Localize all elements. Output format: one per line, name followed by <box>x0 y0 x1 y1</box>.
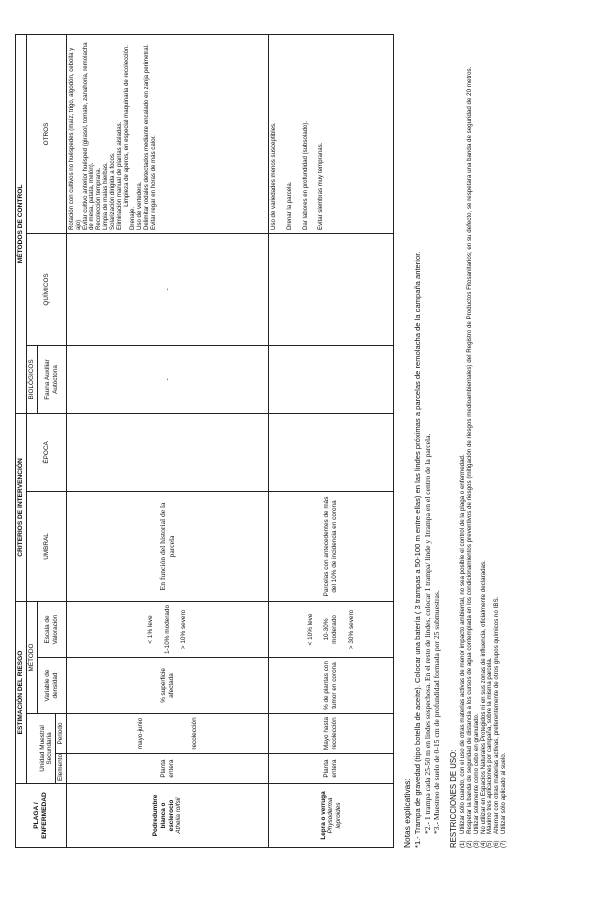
table-row <box>269 34 394 847</box>
row2-otros-3: Dar labores en profundidad (subsolado). <box>301 120 309 230</box>
row1-plaga-name: Podredumbre blanca o esclerocio <box>152 794 175 837</box>
row1-otros-7: Limpieza de aperos, en especial maquinaria de recolección. <box>122 45 130 207</box>
restriction-number: (5) <box>486 840 494 848</box>
row1-plaga <box>67 784 269 848</box>
control-table <box>15 34 394 848</box>
table-row <box>67 34 269 847</box>
row1-escala-3: > 10% severo <box>180 609 188 650</box>
row1-umbral: En función del historial de la parcela <box>67 491 269 601</box>
header-quimicos: QUÍMICOS <box>27 233 67 345</box>
restriction-text: Alternar con otras materias activas, preferentemente de otros grupos químicos no IBS. <box>493 596 501 834</box>
row1-otros-6: Eliminación manual de plantas aisladas. <box>115 121 123 230</box>
note-2: *2.- 1 trampa cada 25-50 m en lindes sospechosa. En el resto de lindes, colocar 1 trampa/ linde y 1trampa en el centro de la parcela. <box>422 433 432 834</box>
row2-otros-4: Evitar siembras muy tempranas. <box>317 142 325 230</box>
row1-escala-2: 1-10% moderado <box>163 604 171 654</box>
header-plaga: PLAGA / ENFERMEDAD <box>16 784 67 848</box>
restrictions-title: RESTRICCIONES DE USO: <box>449 749 458 848</box>
row1-otros-5: Solarización dirigida a focos. <box>108 152 116 230</box>
row2-escala-1: < 10% leve <box>306 613 314 646</box>
restriction-number: (1) <box>458 840 466 848</box>
row2-fauna <box>269 345 394 413</box>
row1-otros-11: Evitar regar en horas de más calor. <box>149 135 157 230</box>
row2-otros <box>269 34 394 233</box>
row1-periodo-2: recolección <box>190 717 198 750</box>
header-epoca: ÉPOCA <box>27 413 67 491</box>
row1-escala-1: < 1% leve <box>147 615 155 644</box>
list-item <box>501 28 508 848</box>
row2-otros-2: Drenar la parcela. <box>285 181 293 230</box>
header-elemento: Elemento <box>56 754 67 784</box>
row1-otros-9: Uso de vertedera. <box>136 181 144 230</box>
row1-otros <box>67 34 269 233</box>
row2-otros-1: Uso de variedades menos susceptibles. <box>270 122 277 230</box>
header-otros: OTROS <box>27 34 67 233</box>
notes-section <box>402 28 508 848</box>
row1-periodo-1: mayo-junio <box>136 717 144 750</box>
row1-periodo <box>67 714 269 754</box>
row2-elemento: Planta entera <box>269 754 394 784</box>
row1-epoca <box>67 413 269 491</box>
row2-escala-2: 10-30% moderado <box>323 615 338 644</box>
row2-plaga-name: Lepra o verruga <box>319 791 327 840</box>
restrictions-section <box>450 28 508 848</box>
row1-otros-4: Limpia de malas hierbas. <box>102 162 110 230</box>
header-variable: Variable de densidad <box>38 658 67 714</box>
restriction-number: (3) <box>472 840 480 848</box>
header-criterios: CRITERIOS DE INTERVENCIÓN <box>16 413 27 601</box>
row1-otros-3: Recolección temprana. <box>95 167 103 230</box>
row1-otros-2: Evitar cultivo anterior huésped (girasol, tomate, zanahoria, remolacha de mesa, patata, melón). <box>81 42 96 230</box>
restriction-text: Utilizar sólo cuando, con el uso de otras materias activas de menor impacto ambiental, no sea posible el control de la plaga o enfermedad. <box>458 454 466 834</box>
restriction-text: Utilizar solamente como cebo en granulado. <box>472 713 480 834</box>
header-escala: Escala de Valoración <box>38 601 67 657</box>
header-umbral: UMBRAL <box>27 491 67 601</box>
notes-title: Notas explicativas: <box>402 778 412 848</box>
row1-variable: % superficie afectada <box>67 658 269 714</box>
header-periodo: Periodo <box>56 714 67 754</box>
restriction-number: (6) <box>493 840 501 848</box>
row1-otros-8: Drenaje. <box>129 206 137 230</box>
row2-quimicos <box>269 233 394 345</box>
restriction-text: Respetar la banda de seguridad de distancia a los cursos de agua contemplada en los condicionamientos preventivos de riesgos (mitigación de riesgos medioambientales) del Registro de Productos Fitosanitarios; en su defecto, se respetara una banda de seguridad de 20 metros. <box>465 66 473 834</box>
row2-variable: % de plantas con tumor en corona <box>269 658 394 714</box>
row1-escala <box>67 601 269 657</box>
row2-plaga <box>269 784 394 848</box>
restriction-text: Utilizar sólo aplicado al suelo. <box>500 752 508 834</box>
header-biologicos: BIOLÓGICOS <box>27 345 38 413</box>
header-estimacion-blank <box>27 714 38 784</box>
header-fauna: Fauna Auxiliar Autóctona <box>38 345 67 413</box>
row1-plaga-sci: Athelia rolfsii <box>175 797 183 834</box>
row2-escala <box>269 601 394 657</box>
restriction-number: (2) <box>465 840 473 848</box>
header-metodo: MÉTODO <box>27 601 38 713</box>
row1-fauna: - <box>67 345 269 413</box>
row2-plaga-sci: Physoderma leproides <box>327 797 342 834</box>
row2-umbral: Parcelas con antecedentes de más del 10% de incidencia en corona <box>269 491 394 601</box>
row2-epoca <box>269 413 394 491</box>
restriction-text: Máximo tres aplicaciones por campaña, sobre la misma parcela. <box>486 657 494 834</box>
header-metodos: MÉTODOS DE CONTROL <box>16 34 27 413</box>
note-1: *1.- Trampa de gravedad (tipo botella de aceite). Colocar una batería ( 3 trampas a 50-100 m entre ellas) en las lindes próximas a parcelas de remolacha de la campaña anterior. <box>413 251 423 848</box>
header-estimacion: ESTIMACIÓN DEL RIESGO <box>16 601 27 783</box>
row1-elemento: Planta entera <box>67 754 269 784</box>
row2-periodo: Mayo hasta recolección <box>269 714 394 754</box>
note-3: *3.- Muestreo de suelo de 0-15 cm de profundidad formada por 25 submuestras. <box>431 590 441 834</box>
row1-otros-1: Rotación con cultivos no huéspedes (maíz, trigo, algodón, cebolla y ajo) <box>68 47 82 230</box>
restriction-number: (4) <box>479 840 487 848</box>
header-unidad: Unidad Muestral Secundaria <box>38 714 56 784</box>
row1-quimicos: - <box>67 233 269 345</box>
row2-escala-3: > 30% severo <box>347 609 355 650</box>
restriction-text: No utilizar en Espacios Naturales Protegidos ni en sus zonas de influencia, oficialmente declaradas. <box>479 560 487 834</box>
row1-otros-10: Delimitar rodales detectados mediante encalado en zanja perimetral. <box>142 44 150 230</box>
list-item <box>494 28 501 848</box>
restriction-number: (7) <box>500 840 508 848</box>
